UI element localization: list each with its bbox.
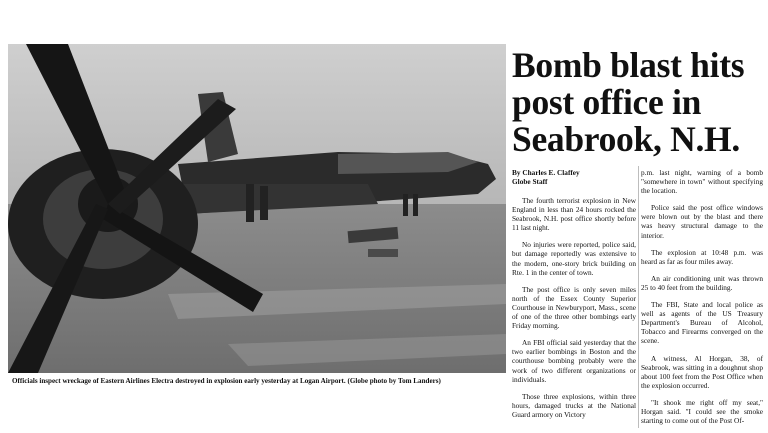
- paragraph: The explosion at 10:48 p.m. was heard as far as four miles away.: [641, 247, 763, 266]
- paragraph: No injuries were reported, police said, but damage reportedly was extensive to the modern, one-story brick building on Rte. 1 in the center of town.: [512, 240, 636, 277]
- paragraph: "It shook me right off my seat," Horgan said. "I could see the smoke starting to come out of the Post Of-: [641, 397, 763, 426]
- article-column-1: [512, 196, 636, 427]
- paragraph: A witness, Al Horgan, 38, of Seabrook, was sitting in a doughnut shop about 100 feet from the Post Office when the explosion occurred.: [641, 353, 763, 390]
- paragraph: Those three explosions, within three hours, damaged trucks at the National Guard armory on Victory: [512, 391, 636, 419]
- headline-line-1: Bomb blast hits: [512, 45, 745, 85]
- photo-caption: Officials inspect wreckage of Eastern Airlines Electra destroyed in explosion early yesterday at Logan Airport. (Globe photo by Tom Landers): [12, 377, 441, 385]
- byline: [512, 168, 580, 186]
- article-column-2: [641, 168, 763, 433]
- paragraph: The FBI, State and local police as well as agents of the US Treasury Department's Bureau of Alcohol, Tobacco and Firearms converged on the scene.: [641, 300, 763, 346]
- paragraph: p.m. last night, warning of a bomb "somewhere in town" without specifying the location.: [641, 168, 763, 196]
- headline-line-3: Seabrook, N.H.: [512, 119, 740, 159]
- headline-line-2: post office in: [512, 82, 702, 122]
- byline-author: By Charles E. Claffey: [512, 168, 580, 177]
- wreckage-photo: [8, 44, 506, 373]
- paragraph: An air conditioning unit was thrown 25 to 40 feet from the building.: [641, 273, 763, 292]
- paragraph: Police said the post office windows were blown out by the blast and there was heavy structural damage to the interior.: [641, 203, 763, 240]
- paragraph: An FBI official said yesterday that the two earlier bombings in Boston and the courthouse bombing probably were the work of two different organizations or individuals.: [512, 338, 636, 384]
- paragraph: The fourth terrorist explosion in New England in less than 24 hours rocked the Seabrook, N.H. post office shortly before 11 last night.: [512, 196, 636, 233]
- article-headline: [512, 47, 760, 158]
- column-divider: [638, 166, 639, 428]
- paragraph: The post office is only seven miles north of the Essex County Superior Courthouse in Newburyport, Mass., scene of one of the three other bombings early Friday morning.: [512, 284, 636, 331]
- byline-desk: Globe Staff: [512, 177, 548, 186]
